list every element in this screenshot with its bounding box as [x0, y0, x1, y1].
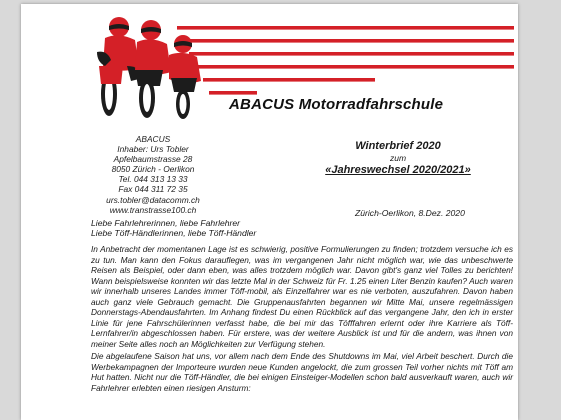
rider-right-icon	[169, 35, 201, 119]
greeting	[91, 218, 256, 239]
letter-page	[21, 4, 518, 420]
letter-topic: «Jahreswechsel 2020/2021»	[325, 164, 471, 176]
letter-heading	[293, 140, 503, 177]
address-line: Inhaber: Urs Tobler	[117, 144, 189, 155]
letter-date: Zürich-Oerlikon, 8.Dez. 2020	[355, 208, 465, 218]
address-line: ABACUS	[135, 134, 171, 144]
school-name: ABACUS Motorradfahrschule	[229, 96, 444, 113]
paragraph: Die abgelaufene Saison hat uns, vor allem nach dem Ende des Shutdowns im Mai, viel Arbeit beschert. Durch die Werbekampagnen der Importeure wurden neue Kunden angelockt, die zum grossen Teil vorher nichts mit Töff am Hut hatten. Nicht nur die Töff-Händler, die bei einigen Einsteiger-Modellen schon bald ausverkauft waren, auch wir Fahrlehrer erlebten einen riesigen Ansturm:	[91, 351, 513, 393]
address-line: Apfelbaumstrasse 28	[113, 154, 193, 165]
paragraph: In Anbetracht der momentanen Lage ist es schwierig, positive Formulierungen zu finden; trotzdem versuche ich es zu tun. Man kann den Fokus darauflegen, was im vergangenen Jahr nicht möglich war, wie das unbeschwerte Reisen als Beispiel, oder dann eben, was alles trotzdem möglich war. Davon gibt's ganz viel Tolles zu berichten! Wann beispielsweise konnten wir das letzte Mal in der Schweiz für Fr. 1.25 einen Liter Benzin kaufen? Auch waren wir innerhalb unseres Landes immer Töff-mobil, als Einzelfahrer war es nie verboten, auszufahren. Davon haben auch ganz viele Gebrauch gemacht. Die Gruppenausfahrten begannen wir Mitte Mai, unsere regelmässigen Donnerstags-Abendausfahrten. Im Anhang findest Du einen Rückblick auf das vergangene Jahr, den ich in erster Linie für jene Fahrschülerinnen verfasst habe, die bei mir das Töfffahren erlernt oder ihre Karriere als Töff-Lernfahrer/in abgeschlossen haben. Für erstere, was der weitere Ausblick ist und für die andern, was ihnen von meiner Seite alles noch an Möglichkeiten zur Verfügung stehen.	[91, 244, 513, 349]
address-line: 8050 Zürich - Oerlikon	[111, 164, 195, 175]
address-block	[89, 134, 217, 215]
letter-subtitle: zum	[389, 153, 407, 163]
greeting-line: Liebe Fahrlehrerinnen, liebe Fahrlehrer	[91, 218, 241, 228]
address-line: Fax 044 311 72 35	[118, 184, 188, 195]
address-website: www.transtrasse100.ch	[109, 204, 197, 215]
greeting-line: Liebe Töff-Händlerinnen, liebe Töff-Händler	[91, 228, 257, 239]
letter-body	[91, 244, 513, 395]
address-line: Tel. 044 313 13 33	[118, 174, 188, 185]
letter-title: Winterbrief 2020	[355, 140, 441, 152]
rider-middle-icon	[135, 20, 171, 118]
address-email: urs.tobler@datacomm.ch	[106, 194, 200, 205]
